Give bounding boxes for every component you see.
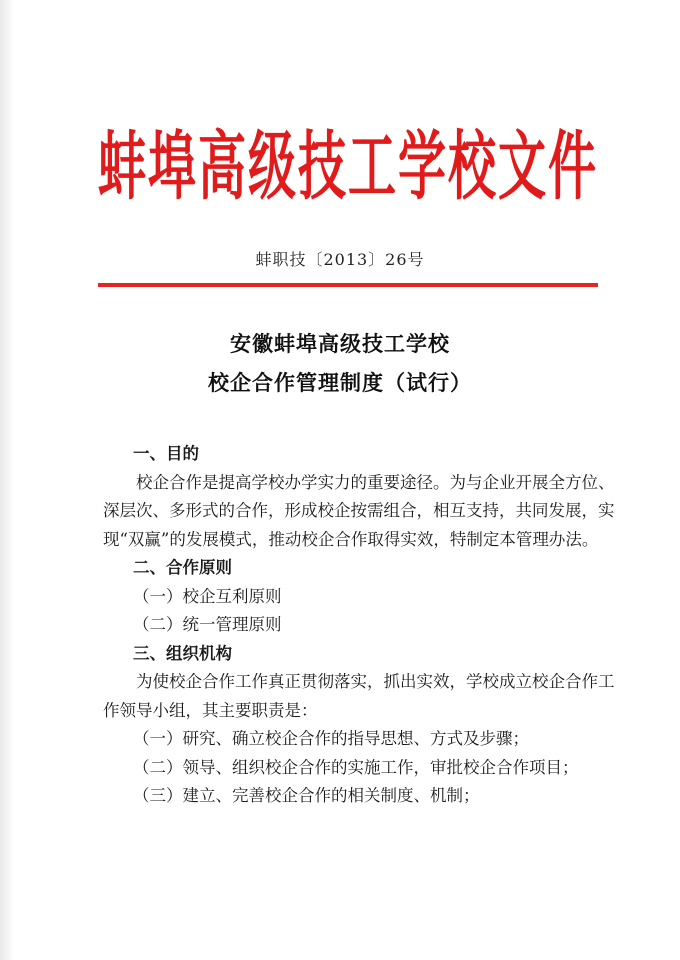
document-body — [103, 440, 623, 811]
section-heading: 三、组织机构 — [133, 643, 232, 663]
list-item: （二）领导、组织校企合作的实施工作，审批校企合作项目； — [133, 757, 579, 777]
document-title-line2: 校企合作管理制度（试行） — [208, 370, 472, 395]
document-title-line1: 安徽蚌埠高级技工学校 — [230, 331, 450, 356]
section-paragraph: 为使校企合作工作真正贯彻落实，抓出实效，学校成立校企合作工作领导小组，其主要职责是： — [103, 672, 615, 720]
list-item: （一）校企互利原则 — [133, 586, 282, 606]
section-heading: 二、合作原则 — [133, 558, 232, 577]
document-masthead: 蚌埠高级技工学校文件 — [98, 123, 599, 211]
list-item: （一）研究、确立校企合作的指导思想、方式及步骤； — [133, 729, 529, 748]
red-divider-line — [98, 283, 598, 287]
list-item: （二）统一管理原则 — [133, 615, 282, 634]
section-heading: 一、目的 — [133, 444, 199, 463]
document-number: 蚌职技〔2013〕26号 — [255, 250, 425, 269]
list-item: （三）建立、完善校企合作的相关制度、机制； — [133, 786, 480, 805]
section-paragraph: 校企合作是提高学校办学实力的重要途径。为与企业开展全方位、深层次、多形式的合作，形成校企按需组合，相互支持，共同发展，实现“双赢”的发展模式，推动校企合作取得实效，特制定本管理办法。 — [103, 472, 615, 549]
page-edge-shadow — [0, 0, 14, 960]
